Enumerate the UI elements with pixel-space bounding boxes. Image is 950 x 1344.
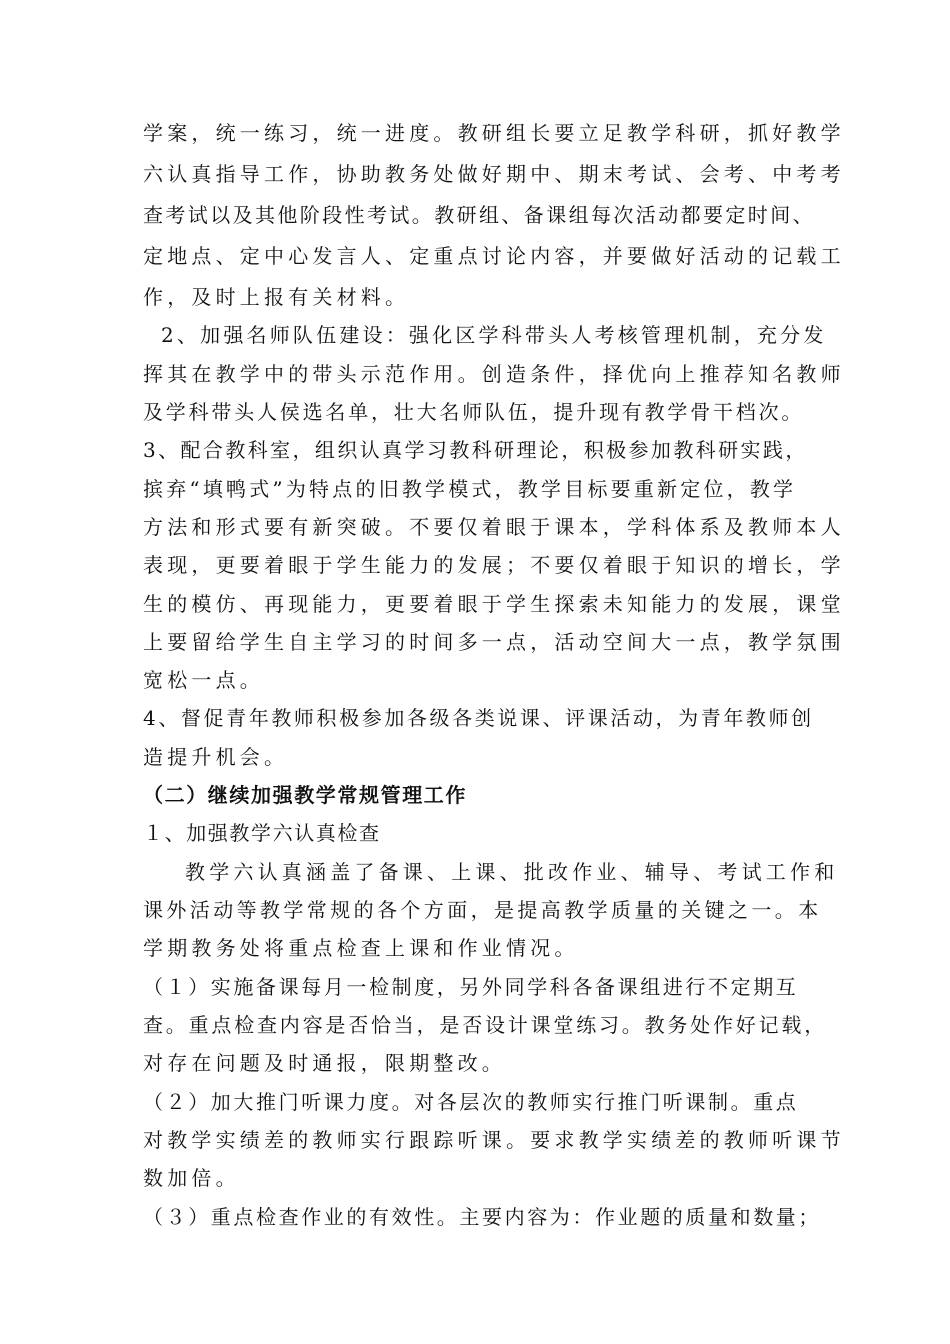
paragraph-line: 表现，更要着眼于学生能力的发展；不要仅着眼于知识的增长，学 xyxy=(143,553,845,577)
paragraph-line: 生的模仿、再现能力，更要着眼于学生探索未知能力的发展，课堂 xyxy=(143,592,845,616)
paragraph-line: 上要留给学生自主学习的时间多一点，活动空间大一点，教学氛围 xyxy=(143,630,845,654)
list-item-2: （２）加大推门听课力度。对各层次的教师实行推门听课制。重点 xyxy=(143,1090,799,1114)
paragraph-line: 宽松一点。 xyxy=(143,668,264,692)
paragraph-line: 摈弃“填鸭式”为特点的旧教学模式，教学目标要重新定位，教学 xyxy=(143,477,797,501)
paragraph-line: 对存在问题及时通报，限期整改。 xyxy=(143,1051,506,1075)
paragraph-line: 造提升机会。 xyxy=(143,745,289,769)
list-item-3: （３）重点检查作业的有效性。主要内容为：作业题的质量和数量； xyxy=(143,1205,821,1229)
paragraph-line: 学期教务处将重点检查上课和作业情况。 xyxy=(143,936,579,960)
paragraph-line: 教学六认真涵盖了备课、上课、批改作业、辅导、考试工作和 xyxy=(185,860,839,884)
paragraph-line: 定地点、定中心发言人、定重点讨论内容，并要做好活动的记载工 xyxy=(143,244,845,268)
section-item-2: 2、加强名师队伍建设：强化区学科带头人考核管理机制，充分发 xyxy=(161,323,827,347)
section-item-4: 4、督促青年教师积极参加各级各类说课、评课活动，为青年教师创 xyxy=(143,706,814,730)
section-item-3: 3、配合教科室，组织认真学习教科研理论，积极参加教科研实践， xyxy=(143,438,808,462)
paragraph-line: 课外活动等教学常规的各个方面，是提高教学质量的关键之一。本 xyxy=(143,898,822,922)
paragraph-line: 六认真指导工作，协助教务处做好期中、期末考试、会考、中考考 xyxy=(143,162,845,186)
list-item-1: （１）实施备课每月一检制度，另外同学科各备课组进行不定期互 xyxy=(143,975,799,999)
paragraph-line: 查。重点检查内容是否恰当，是否设计课堂练习。教务处作好记载， xyxy=(143,1013,827,1037)
paragraph-line: 作，及时上报有关材料。 xyxy=(143,285,410,309)
paragraph-line: 学案，统一练习，统一进度。教研组长要立足教学科研，抓好教学 xyxy=(143,121,845,145)
paragraph-line: 数加倍。 xyxy=(143,1166,240,1190)
subsection-heading: １、加强教学六认真检查 xyxy=(143,821,381,845)
paragraph-line: 挥其在教学中的带头示范作用。创造条件，择优向上推荐知名教师 xyxy=(143,362,845,386)
paragraph-line: 对教学实绩差的教师实行跟踪听课。要求教学实绩差的教师听课节 xyxy=(143,1128,845,1152)
paragraph-line: 查考试以及其他阶段性考试。教研组、备课组每次活动都要定时间、 xyxy=(143,203,815,227)
paragraph-line: 方法和形式要有新突破。不要仅着眼于课本，学科体系及教师本人 xyxy=(143,515,845,539)
section-heading: （二）继续加强教学常规管理工作 xyxy=(143,783,467,807)
paragraph-line: 及学科带头人侯选名单，壮大名师队伍，提升现有教学骨干档次。 xyxy=(143,400,805,424)
